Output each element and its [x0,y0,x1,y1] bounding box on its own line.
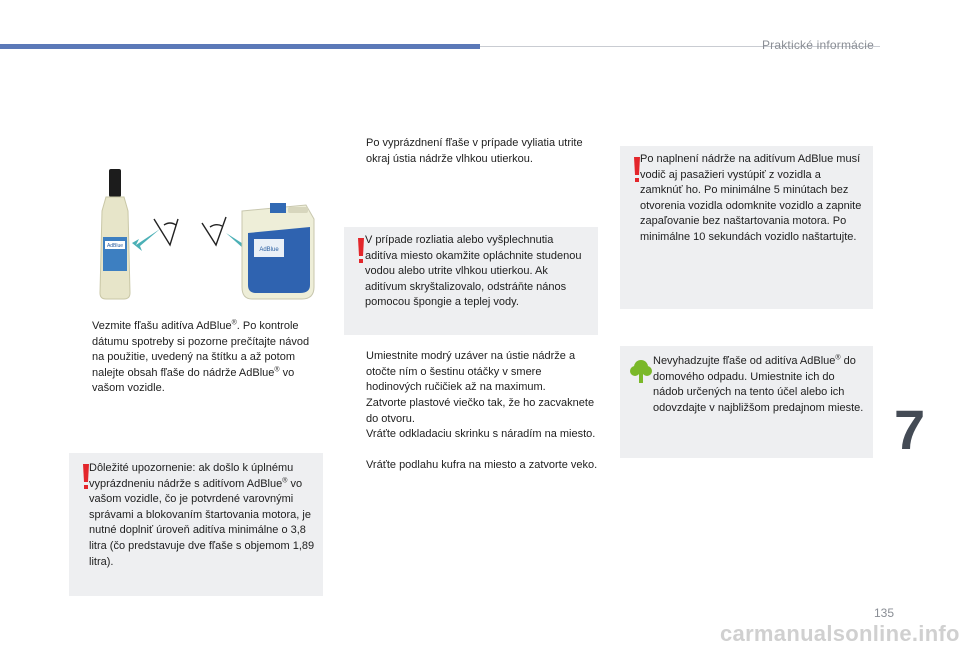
bullet-text: Po vyprázdnení fľaše v prípade vyliatia utrite okraj ústia nádrže vlhkou utierkou. [366,137,583,165]
adblue-illustration [92,163,324,303]
bullet-step-floor [344,458,600,474]
warning-text: V prípade rozliatia alebo vyšplechnutia aditíva miesto okamžite opláchnite studenou vodou alebo utrite vlhkou utierkou. Ak aditívum skryštalizovalo, odstráňte nános pomocou špongie a teplej vody. [365,234,582,309]
bullet-text: Vráťte podlahu kufra na miesto a zatvorte veko. [366,459,598,471]
bullet-step-take-bottle [70,319,324,397]
arrow-left-icon [132,229,160,251]
angle-marks [154,217,226,245]
chapter-number: 7 [894,398,926,461]
bullet-text: Vezmite fľašu aditíva AdBlue®. Po kontrole dátumu spotreby si pozorne prečítajte návod na použitie, uvedený na štítku a až potom nalejte obsah fľaše do nádrže AdBlue® vo vašom vozidle. [92,319,310,395]
adblue-canister [242,203,314,299]
warning-text: Dôležité upozornenie: ak došlo k úplnému vyprázdneniu nádrže s aditívom AdBlue® vo vašom vozidle, čo je potvrdené varovnými správami a blokovaním štartovania motora, je nutné doplniť úroveň aditíva minimálne o 3,8 litra (čo predstavuje dve fľaše s objemom 1,89 litra). [89,462,315,568]
bottle-label: AdBlue [106,243,124,249]
section-title: Praktické informácie [761,38,874,52]
eco-box-disposal [620,346,873,458]
page-number: 135 [874,606,895,620]
bullet-text: Vráťte odkladaciu skrinku s náradím na miesto. [366,428,596,440]
warning-text: Po naplnení nádrže na aditívum AdBlue musí vodič aj pasažieri vystúpiť z vozidla a zamknúť ho. Po minimálne 5 minútach bez otvorenia vozidla odomknite vozidlo a zapnite zapaľovanie bez naštartovania motora. Po minimálne 10 sekundách vozidlo naštartujte. [640,153,862,243]
bullet-step-toolbox [344,427,600,443]
watermark: carmanualsonline.info [720,621,960,646]
bullet-step-lid [344,396,600,427]
eco-tree-icon [630,358,652,384]
bullet-step-cap [344,349,600,396]
bullet-step-wipe [344,136,600,167]
warning-box-empty-tank [69,453,323,596]
bullet-text: Zatvorte plastové viečko tak, že ho zacvaknete do otvoru. [366,397,595,425]
adblue-bottle [100,169,130,299]
eco-text: Nevyhadzujte fľaše od aditíva AdBlue® do domového odpadu. Umiestnite ich do nádob určených na tento účel alebo ich odovzdajte v najbližšom predajnom mieste. [653,354,864,414]
bullet-text: Umiestnite modrý uzáver na ústie nádrže a otočte ním o šestinu otáčky v smere hodinových ručičiek až na maximum. [366,350,576,394]
header-accent-bar [0,44,480,49]
warning-box-after-filling [620,146,873,309]
canister-label: AdBlue [259,247,279,253]
warning-box-spill [344,227,598,335]
